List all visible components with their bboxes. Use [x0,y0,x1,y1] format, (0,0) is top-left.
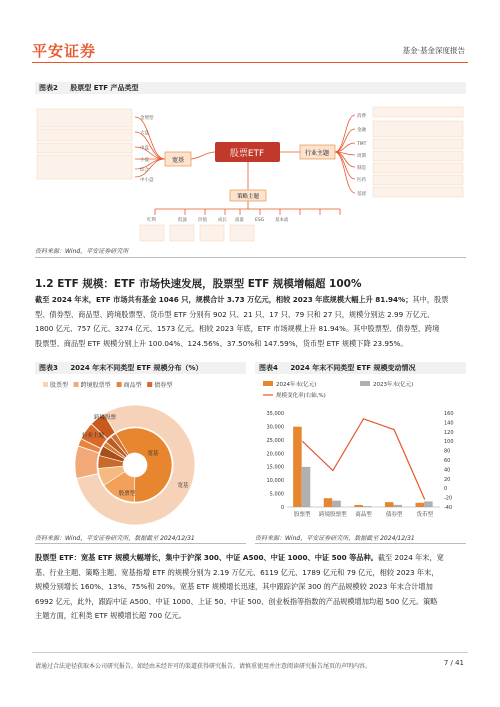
bar-legend-label: 2023年末(亿元) [373,382,414,388]
para1-bold: 截至 2024 年末，ETF 市场共有基金 1046 只，规模合计 3.73 万亿元，相较 2023 年底规模大幅上升 81.94%； [35,295,413,304]
para2-line2: 基、行业主题、策略主题、宽基指增 ETF 的规模分别为 2.19 万亿元、6119 亿元、1789 亿元和 79 亿元，相较 2023 年末， [35,567,439,577]
figure2-mindmap [35,97,466,242]
section-title: 1.2 ETF 规模：ETF 市场快速发展，股票型 ETF 规模增幅超 100% [35,278,362,290]
bar-y2tick-label: 80 [444,448,451,455]
mindmap-leaf-industry-3: TMT [357,142,367,147]
para2-line1-rest: 截至 2024 年末，宽 [377,553,444,562]
mindmap-leaf-industry-2: 金融 [357,128,366,133]
footer-disclaimer: 请通过合法途径获取本公司研究报告，如经由未经许可的渠道获得研究报告，请慎重使用并注意阅读研究报告尾页的声明内容。 [35,663,372,670]
bar-legend-label: 规模变化率(右轴,%) [276,393,326,399]
figure3-source: 资料来源：Wind，平安证券研究所，数据截至 2024/12/31 [35,535,195,542]
bar-y2tick-label: 160 [444,411,454,417]
figure3-title: 2024 年末不同类型 ETF 规模分布（%） [70,364,203,372]
pie-legend-swatch [43,382,48,387]
bar-legend-label: 2024年末(亿元) [276,382,317,388]
para2-line3: 规模分别增长 160%、13%、75%和 20%。宽基 ETF 规模增长迅速，其中跟踪沪深 300 的产品规模较 2023 年末合计增加 [35,582,433,591]
pie-outer-ring [75,405,195,525]
bar-2024 [385,502,394,507]
bar-y2tick-label: 40 [444,467,451,474]
bar-y2tick-label: 0 [444,486,448,493]
bar-bars [293,427,433,507]
figure4-source: 资料来源：Wind，平安证券研究所，数据截至 2024/12/31 [255,535,415,542]
bar-change-polyline [302,419,424,500]
mindmap-root-label: 股票ETF [229,149,265,159]
mindmap-leaf-strategy-4: 成长 [218,218,227,223]
figure2-source: 资料来源：Wind，平安证券研究所 [35,248,129,255]
bar-y2tick-label: 140 [444,420,454,427]
bar-ytick-label: 0 [280,505,284,511]
mindmap-leaf-broad-5: 综合 [140,168,149,173]
bar-2024 [416,503,425,507]
company-logo: 平安证券 [32,42,97,60]
figure2-label: 图表2 [39,84,58,92]
pie-slice-label: 行业主题 [81,433,105,439]
mindmap-leaf-industry-6: 医药 [357,178,366,183]
figure4-bottom-rule [255,543,466,544]
para1-line2: 型、债券型、商品型、跨境股票型、货币型 ETF 分别有 902 只、21 只、17 只、79 只和 27 只，规模分别达 2.99 万亿元、 [35,309,435,319]
pie-slice-label: 跨境股票 [93,415,117,421]
mindmap-leaf-strategy-3: 价值 [198,218,207,223]
figure2-title: 股票型 ETF 产品类型 [70,84,139,92]
mindmap-branch-broad-label: 宽基 [171,157,185,164]
document-type: 基金·基金深度报告 [402,46,465,55]
pie-legend-swatch [147,382,152,387]
figure4-bar-chart [255,377,466,527]
figure3-header [35,362,246,374]
figure4-label: 图表4 [259,364,278,372]
para1-line4: 股票型、商品型 ETF 规模分别上升 100.04%、124.56%、37.50%和 147.59%，货币型 ETF 规模下降 23.95%。 [35,338,408,348]
bar-category-label: 股票型 [294,512,311,518]
mindmap-leaf-broad-2: 大盘 [140,131,149,136]
mindmap-leaf-broad-6: 中小盘 [140,178,154,183]
pie-slice-label: 宽基 [147,451,159,457]
para2-line4: 6992 亿元，此外，跟踪中证 A500、中证 1000、上证 50、中证 500、创业板指等指数的产品规模增加均超 500 亿元。策略 [35,596,438,606]
bar-category-label: 货币型 [416,512,433,518]
bar-ytick-label: 5,000 [269,491,284,498]
mindmap-branch-industry-label: 行业主题 [304,150,330,157]
mindmap-leaf-broad-4: 小盘 [140,158,149,163]
figure2-bottom-rule [35,257,466,258]
paragraph-etf-scale [35,293,466,351]
mindmap-leaf-industry-4: 周期 [357,154,366,159]
pie-slice-label: 宽基 [177,483,189,489]
figure3-pie-chart [35,377,246,527]
footer-divider [32,652,468,653]
mindmap-leaf-strategy-7: 基本面 [275,218,289,223]
mindmap-leaf-strategy-2: 低波 [178,218,187,223]
bar-category-label: 跨境股票型 [319,512,347,518]
bar-y2tick-label: 60 [444,458,451,464]
para1-line1-rest: 其中，股票 [412,295,449,304]
pie-slice-label: 股票型 [118,491,136,497]
pie-legend-label: 股票型 [50,382,69,389]
mindmap-leaf-industry-7: 基建 [357,192,366,197]
page-number: 7 / 41 [443,659,464,667]
mindmap-leaf-industry-5: 制造 [357,166,366,171]
figure4-title: 2024 年末不同类型 ETF 规模变动情况 [290,364,416,372]
bar-2023 [393,505,402,507]
pie-legend-swatch [74,382,79,387]
mindmap-leaf-industry-1: 消费 [357,114,366,119]
para1-line3: 1800 亿元、757 亿元、3274 亿元、1573 亿元。相较 2023 年底，ETF 市场规模上升 81.94%。其中股票型、债券型、跨境 [35,324,440,333]
figure3-label: 图表3 [39,364,58,372]
pie-legend-label: 债券型 [154,382,173,389]
bar-2024 [354,505,363,507]
figure3-bottom-rule [35,543,246,544]
para2-bold: 股票型 ETF：宽基 ETF 规模大幅增长，集中于沪深 300、中证 A500、中证 1000、中证 500 等品种。 [35,553,378,562]
bar-ytick-label: 15,000 [266,464,284,471]
figure2-header [35,82,466,94]
bar-y2tick-label: 100 [444,439,454,446]
mindmap-branch-strategy-label: 策略主题 [236,194,260,200]
bar-category-label: 债券型 [385,512,403,518]
bar-ytick-label: 20,000 [266,451,284,458]
bar-ytick-label: 30,000 [266,424,284,431]
bar-y2tick-label: 20 [444,476,451,483]
bar-legend-swatch [263,381,273,386]
bar-2023 [424,501,433,507]
bar-ytick-label: 10,000 [266,478,284,485]
bar-ytick-label: 25,000 [266,437,284,444]
bar-2023 [332,501,341,507]
bar-category-label: 商品型 [355,512,372,518]
bar-2024 [324,498,333,507]
bar-2023 [302,467,311,507]
bar-ytick-label: 35,000 [266,411,284,417]
bar-legend-swatch [360,381,370,386]
pie-legend-swatch [117,382,122,387]
bar-2024 [293,427,302,507]
pie-legend-label: 商品型 [123,382,142,389]
mindmap-leaf-strategy-5: 质量 [235,218,244,223]
mindmap-leaf-broad-3: 中盘 [140,146,149,151]
pie-legend [43,381,172,389]
bar-y2tick-label: -20 [444,495,453,502]
mindmap-leaf-strategy-6: ESG [255,218,265,223]
mindmap-leaf-strategy-1: 红利 [147,218,156,223]
bar-legend [263,380,413,399]
pie-legend-label: 跨境股票型 [80,382,111,389]
para2-line5: 主题方面，红利类 ETF 规模增长超 700 亿元。 [35,611,186,620]
header-divider [32,62,468,63]
paragraph-stock-etf [35,551,466,624]
bar-y2tick-label: -40 [444,505,453,511]
figure4-header [255,362,466,374]
bar-y2tick-label: 120 [444,429,454,436]
bar-change-line [302,419,424,500]
mindmap-leaf-broad-1: 金增型 [140,116,154,121]
